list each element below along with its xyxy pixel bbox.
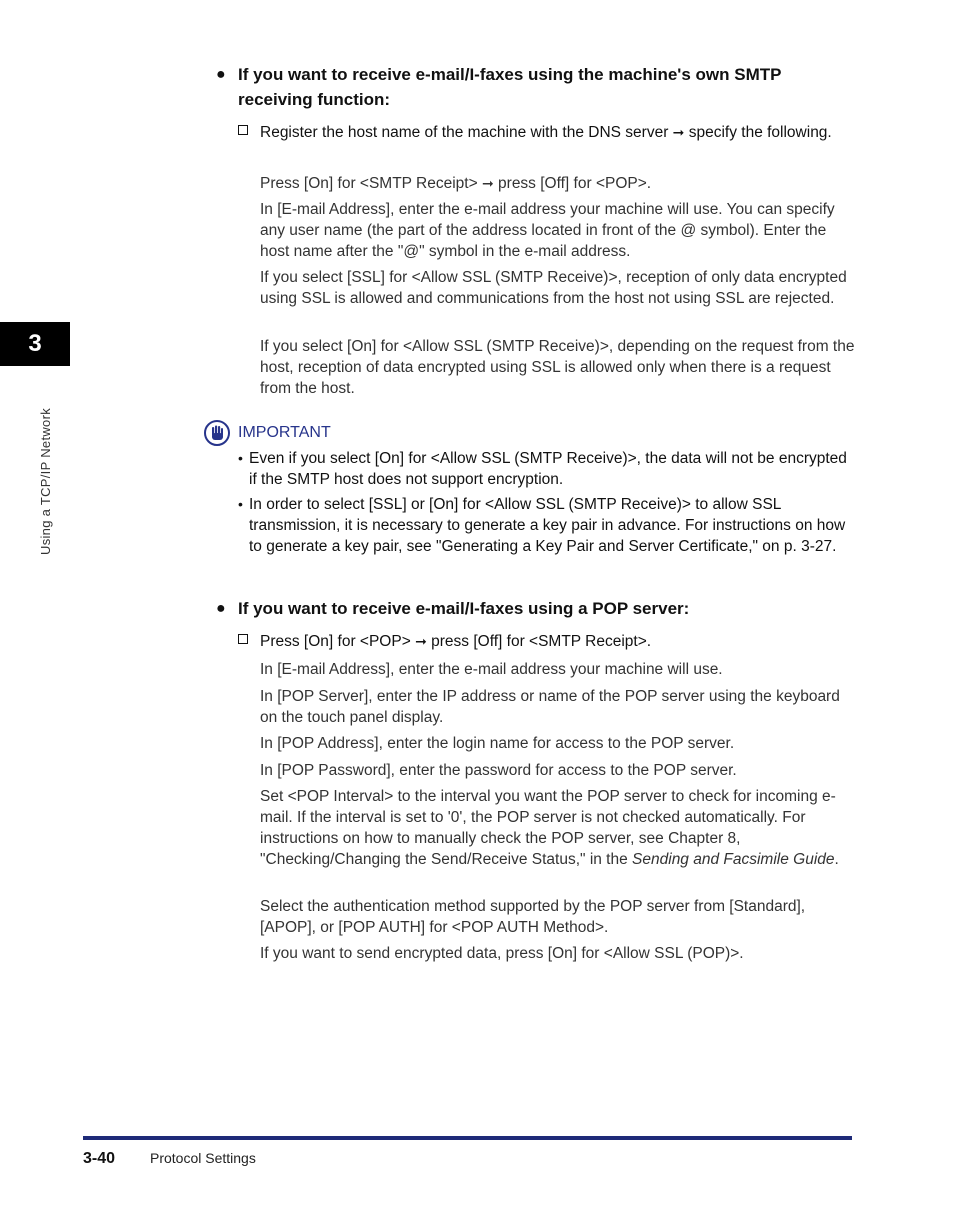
section-heading-pop	[216, 596, 856, 621]
bullet-icon: ●	[216, 66, 226, 83]
checkbox-icon	[238, 634, 248, 644]
paragraph: If you select [SSL] for <Allow SSL (SMTP Receive)>, reception of only data encrypted using SSL is allowed and communications from the host not using SSL are rejected.	[260, 269, 847, 307]
paragraph-text: press [Off] for <POP>.	[498, 175, 652, 192]
heading-line-2: receiving function:	[238, 90, 391, 109]
paragraph: In [POP Password], enter the password for access to the POP server.	[260, 762, 737, 779]
dot-icon: •	[238, 496, 243, 512]
paragraph-text: Press [On] for <SMTP Receipt>	[260, 175, 478, 192]
important-bullet	[238, 448, 850, 490]
bullet-icon: ●	[216, 600, 226, 617]
important-bullet-text: Even if you select [On] for <Allow SSL (SMTP Receive)>, the data will not be encrypted if the SMTP host does not support encryption.	[249, 450, 847, 488]
step-dns	[238, 122, 838, 144]
checkbox-icon	[238, 125, 248, 135]
arrow-icon: ➞	[481, 176, 494, 192]
paragraph: In [E-mail Address], enter the e-mail address your machine will use. You can specify any user name (the part of the address located in front of the @ symbol). Enter the host name after the "@" symbol in the e-mail address.	[260, 201, 835, 260]
footer-rule	[83, 1136, 852, 1140]
chapter-number: 3	[28, 330, 42, 357]
step-pop	[238, 631, 838, 653]
arrow-icon: ➞	[672, 125, 685, 141]
paragraph	[260, 786, 855, 870]
arrow-icon: ➞	[415, 634, 427, 650]
chapter-tab	[0, 322, 70, 366]
step-text: Register the host name of the machine with the DNS server	[260, 124, 669, 141]
important-bullet-text: In order to select [SSL] or [On] for <Allow SSL (SMTP Receive)> to allow SSL transmission, it is necessary to generate a key pair in advance. For instructions on how to generate a key pair, see "Generating a Key Pair and Server Certificate," on p. 3-27.	[249, 496, 846, 555]
heading-text: If you want to receive e-mail/I-faxes using a POP server:	[238, 599, 690, 618]
heading-line-1: If you want to receive e-mail/I-faxes using the machine's own SMTP	[238, 65, 782, 84]
important-bullet	[238, 494, 850, 557]
chapter-title: Using a TCP/IP Network	[38, 407, 53, 555]
step-text: Press [On] for <POP>	[260, 633, 411, 650]
paragraph: In [E-mail Address], enter the e-mail address your machine will use.	[260, 661, 723, 678]
dot-icon: •	[238, 450, 243, 466]
footer-section-title: Protocol Settings	[150, 1150, 256, 1166]
paragraph: If you select [On] for <Allow SSL (SMTP Receive)>, depending on the request from the host, reception of data encrypted using SSL is allowed only when there is a request from the host.	[260, 338, 855, 397]
paragraph: If you want to send encrypted data, press [On] for <Allow SSL (POP)>.	[260, 945, 744, 962]
step-text: specify the following.	[688, 124, 832, 141]
guide-title: Sending and Facsimile Guide	[632, 851, 835, 868]
paragraph	[260, 173, 855, 195]
paragraph-text: .	[834, 851, 839, 868]
paragraph: In [POP Address], enter the login name for access to the POP server.	[260, 735, 735, 752]
important-hand-icon	[204, 420, 230, 446]
step-text: press [Off] for <SMTP Receipt>.	[431, 633, 652, 650]
paragraph: Select the authentication method supported by the POP server from [Standard], [APOP], or [POP AUTH] for <POP AUTH Method>.	[260, 898, 806, 936]
section-heading-smtp	[216, 62, 856, 112]
paragraph-text: Set <POP Interval> to the interval you want the POP server to check for incoming e-mail. If the interval is set to '0', the POP server is not checked automatically. For instructions on how to manually check the POP server, see Chapter 8, "Checking/Changing the Send/Receive Status," in the	[260, 788, 836, 868]
important-label: IMPORTANT	[238, 424, 331, 441]
page-number: 3-40	[83, 1150, 116, 1167]
paragraph: In [POP Server], enter the IP address or name of the POP server using the keyboard on the touch panel display.	[260, 688, 840, 726]
